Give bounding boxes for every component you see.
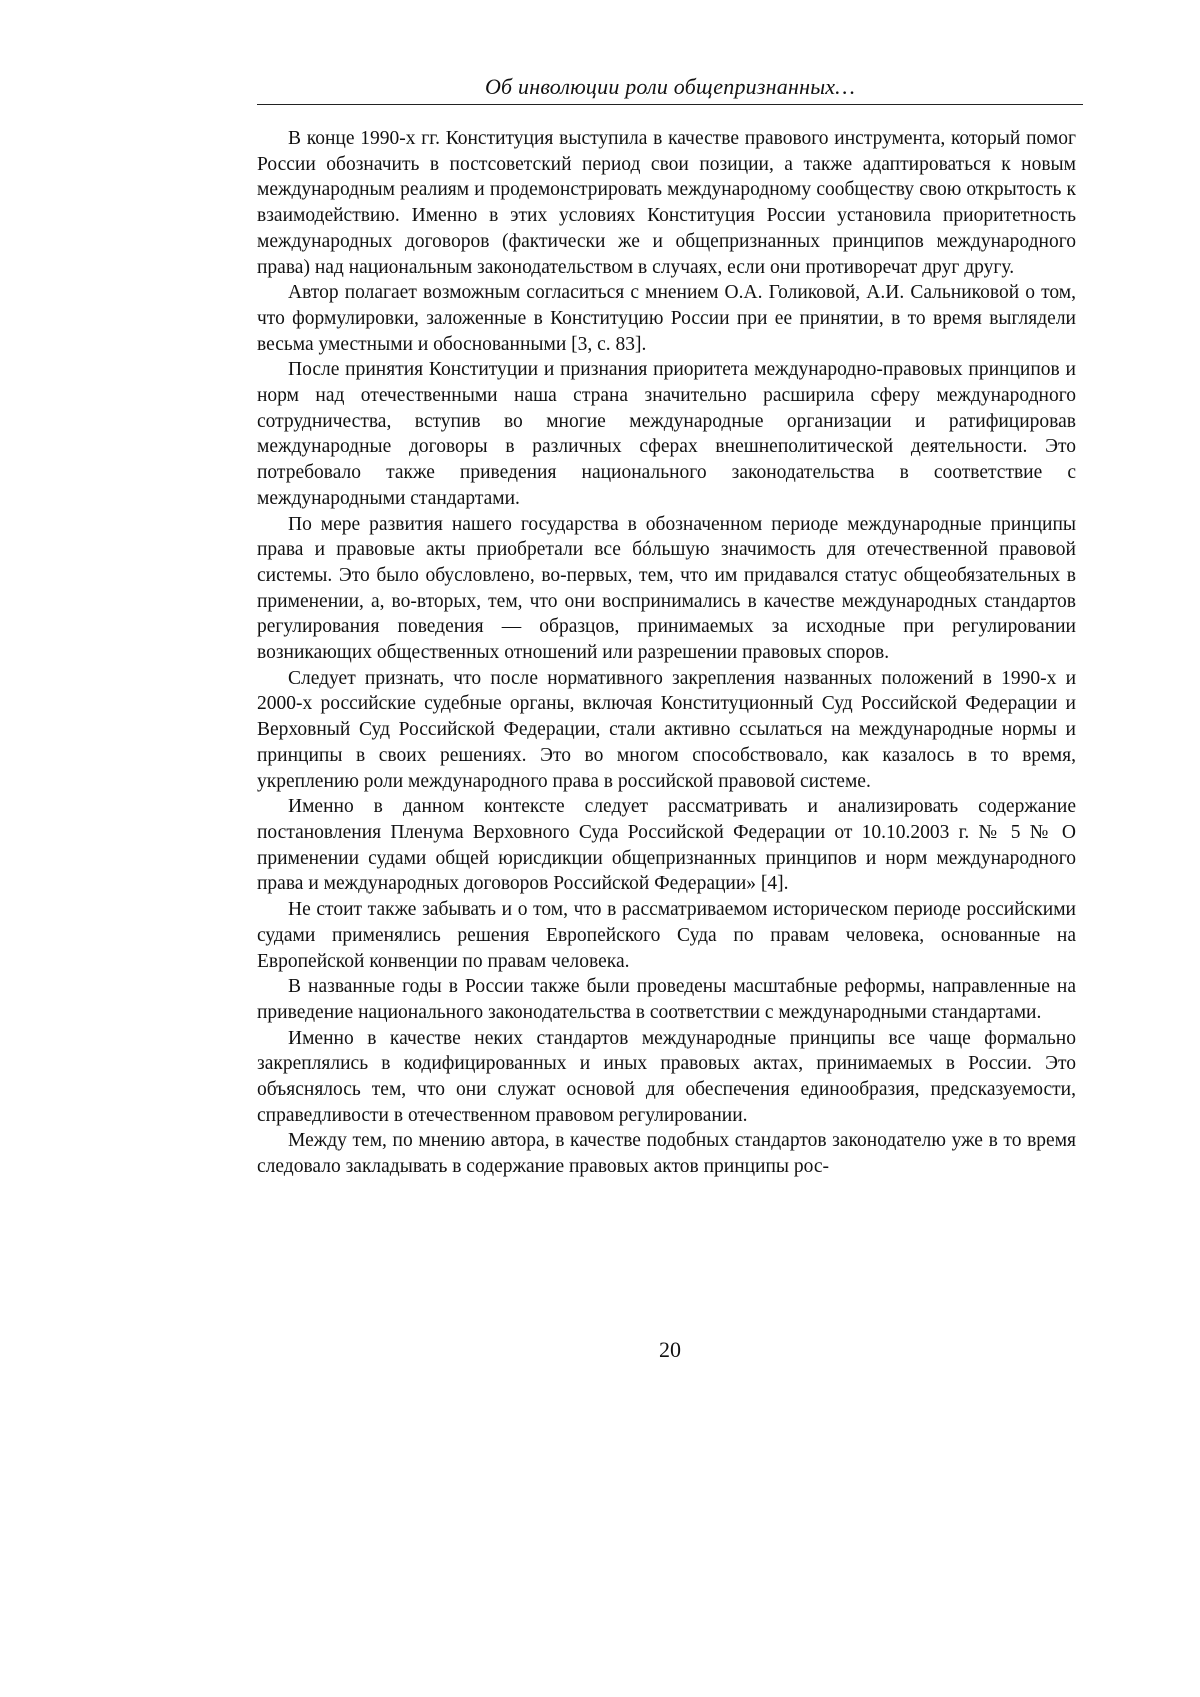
paragraph: Автор полагает возможным согласиться с мнением О.А. Голиковой, А.И. Саль­никовой о том, что формулировки, заложенные в Конституцию России при ее при­нятии, в то время выглядели весьма уместными и обоснованными [3, с. 83]. [257,280,1076,357]
paragraph: Именно в качестве неких стандартов международные принципы все чаще фор­мально закреплялись в кодифицированных и иных правовых актах, принимаемых в России. Это объяснялось тем, что они служат основой для обеспечения единообра­зия, предсказуемости, справедливости в отечественном правовом регулировании. [257,1026,1076,1129]
article-body [257,126,1076,1180]
paragraph: После принятия Конституции и признания приоритета международно-правовых принципов и норм над отечественными наша страна значительно расширила сферу международного сотрудничества, вступив во многие международные организации и ратифицировав международные договоры в различных сферах внешнеполитической деятельности. Это потребовало также приведения национального законодательства в соответствие с международными стандартами. [257,357,1076,511]
header-divider [257,104,1083,105]
paragraph: Между тем, по мнению автора, в качестве подобных стандартов законодателю уже в то время следовало закладывать в содержание правовых актов принципы рос- [257,1128,1076,1179]
paragraph: Не стоит также забывать и о том, что в рассматриваемом историческом периоде российскими судами применялись решения Европейского Суда по правам человека, основанные на Европейской конвенции по правам человека. [257,897,1076,974]
document-page [0,0,1200,1697]
paragraph: Следует признать, что после нормативного закрепления названных положений в 1990-х и 2000-х российские судебные органы, включая Конституционный Суд Рос­сийской Федерации и Верховный Суд Российской Федерации, стали активно ссы­латься на международные нормы и принципы в своих решениях. Это во многом способствовало, как казалось в то время, укреплению роли международного права в российской правовой системе. [257,666,1076,795]
page-number: 20 [257,1336,1083,1364]
running-header-title: Об инволюции роли общепризнанных… [257,72,1083,102]
paragraph: Именно в данном контексте следует рассматривать и анализировать содержание постановления Пленума Верховного Суда Российской Федерации от 10.10.2003 г. № 5 № О применении судами общей юрисдикции общепризнанных принципов и норм международного права и международных договоров Российской Федерации» [4]. [257,794,1076,897]
paragraph: В названные годы в России также были проведены масштабные реформы, направленные на приведение национального законодательства в соответствии с международными стандартами. [257,974,1076,1025]
paragraph: По мере развития нашего государства в обозначенном периоде международные принципы права и правовые акты приобретали все бóльшую значимость для отече­ственной правовой системы. Это было обусловлено, во-первых, тем, что им прида­вался статус общеобязательных в применении, а, во-вторых, тем, что они воспри­нимались в качестве международных стандартов регулирования поведения — об­разцов, принимаемых за исходные при регулировании возникающих общественных отношений или разрешении правовых споров. [257,512,1076,666]
paragraph: В конце 1990-х гг. Конституция выступила в качестве правового инструмента, который помог России обозначить в постсоветский период свои позиции, а также адаптироваться к новым международным реалиям и продемонстрировать междуна­родному сообществу свою открытость к взаимодействию. Именно в этих условиях Конституция России установила приоритетность международных договоров (фак­тически же и общепризнанных принципов международного права) над националь­ным законодательством в случаях, если они противоречат друг другу. [257,126,1076,280]
